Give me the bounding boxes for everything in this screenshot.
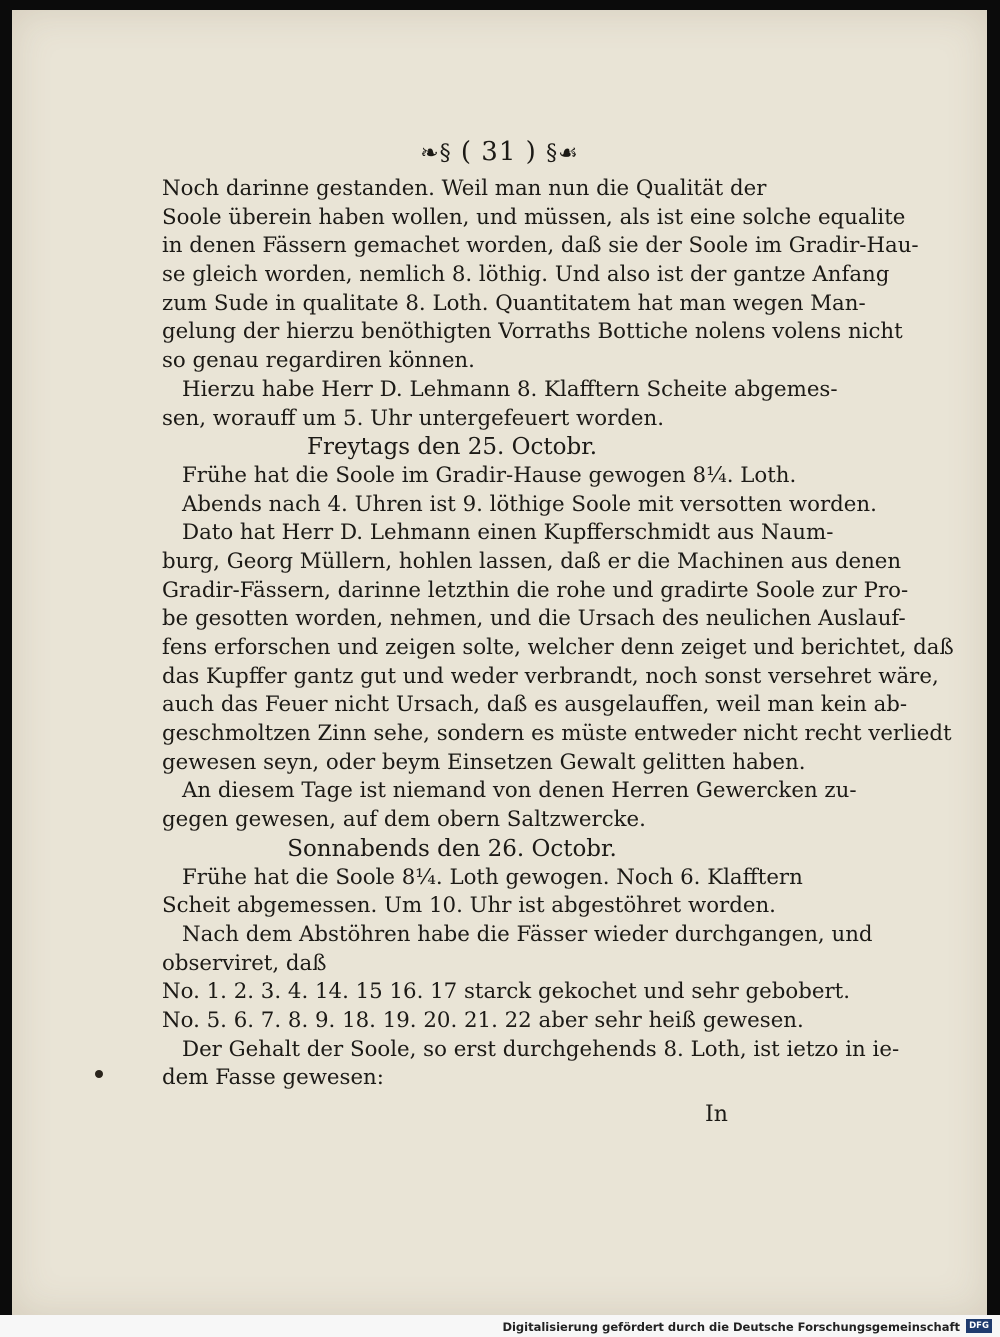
text-line: so genau regardiren können.	[162, 348, 475, 374]
footer-credit: Digitalisierung gefördert durch die Deutsche Forschungsgemeinschaft	[502, 1320, 960, 1334]
page-header	[12, 137, 987, 167]
dfg-logo: DFG	[966, 1319, 992, 1333]
footer-bar	[0, 1315, 1000, 1337]
section-heading: Freytags den 25. Octobr.	[306, 434, 598, 461]
text-line: observiret, daß	[162, 950, 327, 976]
text-line: gegen gewesen, auf dem obern Saltzwercke.	[162, 807, 646, 833]
text-line: No. 1. 2. 3. 4. 14. 15 16. 17 starck gekochet und sehr gebobert.	[162, 979, 850, 1005]
text-line: Frühe hat die Soole im Gradir-Hause gewogen 8¼. Loth.	[182, 462, 797, 488]
text-line: Frühe hat die Soole 8¼. Loth gewogen. Noch 6. Klafftern	[182, 864, 803, 890]
text-line: Dato hat Herr D. Lehmann einen Kupfferschmidt aus Naum-	[182, 520, 834, 546]
catchword: In	[705, 1102, 728, 1127]
text-line: Abends nach 4. Uhren ist 9. löthige Soole mit versotten worden.	[182, 491, 877, 517]
ink-blot	[95, 1070, 103, 1078]
text-line: Soole überein haben wollen, und müssen, als ist eine solche equalite	[162, 204, 906, 230]
text-line: Scheit abgemessen. Um 10. Uhr ist abgestöhret worden.	[162, 893, 776, 919]
book-page	[12, 10, 987, 1315]
text-line: se gleich worden, nemlich 8. löthig. Und also ist der gantze Anfang	[162, 262, 890, 288]
text-line: auch das Feuer nicht Ursach, daß es ausgelauffen, weil man kein ab-	[162, 692, 908, 718]
right-ornament-icon: §☙	[546, 141, 579, 166]
text-line: Hierzu habe Herr D. Lehmann 8. Klafftern Scheite abgemes-	[182, 376, 838, 402]
text-line: sen, worauff um 5. Uhr untergefeuert worden.	[162, 405, 664, 431]
body-text	[162, 175, 954, 1093]
section-heading: Sonnabends den 26. Octobr.	[287, 835, 617, 862]
page-number: ( 31 )	[460, 137, 537, 167]
left-ornament-icon: ❧§	[420, 141, 452, 166]
text-line: be gesotten worden, nehmen, und die Ursach des neulichen Auslauf-	[162, 606, 906, 632]
text-line: in denen Fässern gemachet worden, daß sie der Soole im Gradir-Hau-	[162, 233, 919, 259]
text-line: No. 5. 6. 7. 8. 9. 18. 19. 20. 21. 22 aber sehr heiß gewesen.	[162, 1007, 804, 1033]
text-line: das Kupffer gantz gut und weder verbrandt, noch sonst versehret wäre,	[162, 663, 939, 689]
text-line: burg, Georg Müllern, hohlen lassen, daß er die Machinen aus denen	[162, 548, 902, 574]
text-line: geschmoltzen Zinn sehe, sondern es müste entweder nicht recht verliedt	[162, 721, 952, 747]
text-line: zum Sude in qualitate 8. Loth. Quantitatem hat man wegen Man-	[162, 290, 866, 316]
text-line: Gradir-Fässern, darinne letzthin die rohe und gradirte Soole zur Pro-	[162, 577, 909, 603]
text-line: dem Fasse gewesen:	[162, 1065, 384, 1091]
text-line: gewesen seyn, oder beym Einsetzen Gewalt gelitten haben.	[162, 749, 806, 775]
text-line: Nach dem Abstöhren habe die Fässer wieder durchgangen, und	[182, 921, 873, 947]
text-line: Der Gehalt der Soole, so erst durchgehends 8. Loth, ist ietzo in ie-	[182, 1036, 900, 1062]
text-line: An diesem Tage ist niemand von denen Herren Gewercken zu-	[182, 778, 857, 804]
text-line: gelung der hierzu benöthigten Vorraths Bottiche nolens volens nicht	[162, 319, 903, 345]
text-line: Noch darinne gestanden. Weil man nun die Qualität der	[162, 176, 767, 201]
text-line: fens erforschen und zeigen solte, welcher denn zeiget und berichtet, daß	[162, 635, 954, 660]
